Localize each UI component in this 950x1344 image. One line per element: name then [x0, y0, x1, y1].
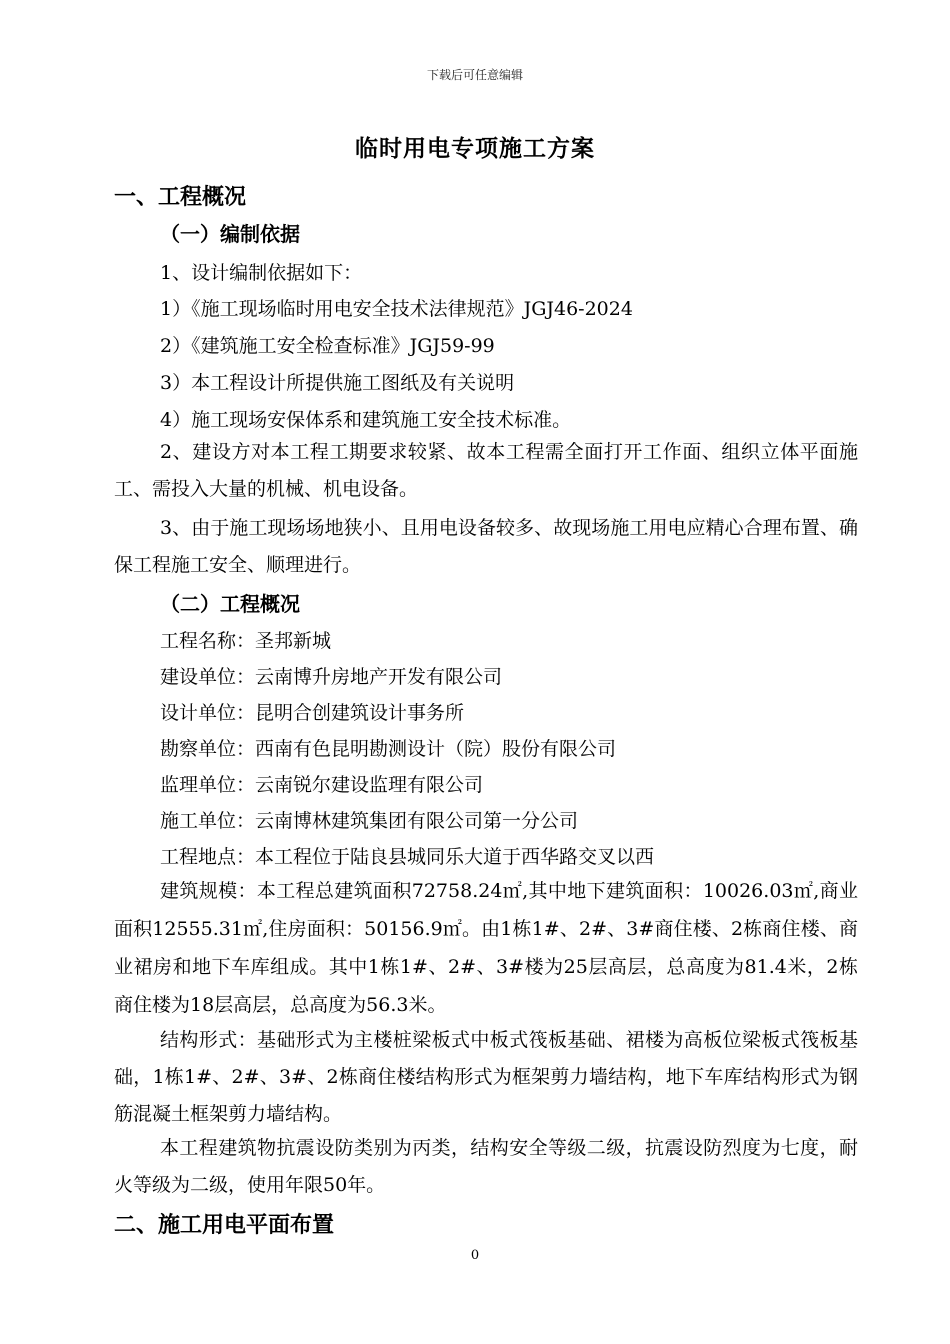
project-field: 勘察单位：西南有色昆明勘测设计（院）股份有限公司 — [160, 738, 617, 760]
project-field: 建设单位：云南博升房地产开发有限公司 — [160, 666, 503, 688]
project-field: 工程地点：本工程位于陆良县城同乐大道于西华路交叉以西 — [160, 846, 655, 868]
project-field: 工程名称：圣邦新城 — [160, 630, 332, 652]
basis-item: 1）《施工现场临时用电安全技术法律规范》JGJ46-2024 — [160, 298, 633, 320]
section-heading-layout: 二、施工用电平面布置 — [114, 1213, 335, 1238]
project-field: 设计单位：昆明合创建筑设计事务所 — [160, 702, 465, 724]
project-field: 监理单位：云南锐尔建设监理有限公司 — [160, 774, 484, 796]
section-heading-overview: 一、工程概况 — [114, 185, 247, 210]
page-number: 0 — [470, 1248, 480, 1263]
basis-item: 2）《建筑施工安全检查标准》JGJ59-99 — [160, 335, 495, 357]
basis-intro: 1、设计编制依据如下： — [160, 262, 363, 284]
paragraph-building-scale: 建筑规模：本工程总建筑面积72758.24㎡,其中地下建筑面积：10026.03㎡,商业面积12555.31㎡,住房面积：50156.9㎡。由1栋1#、2#、3#商住楼、2栋商住楼、商业裙房和地下车库组成。其中1栋1#、2#、3#楼为25层高层，总高度为81.4米，2栋商住楼为18层高层，总高度为56.3米。 — [114, 880, 858, 1016]
paragraph-seismic: 本工程建筑物抗震设防类别为丙类，结构安全等级二级，抗震设防烈度为七度，耐火等级为二级，使用年限50年。 — [114, 1137, 858, 1196]
header-note: 下载后可任意编辑 — [426, 68, 523, 82]
subsection-heading-basis: （一）编制依据 — [160, 222, 300, 246]
paragraph-schedule: 2、建设方对本工程工期要求较紧、故本工程需全面打开工作面、组织立体平面施工、需投入大量的机械、机电设备。 — [114, 441, 858, 500]
paragraph-structure: 结构形式：基础形式为主楼桩梁板式中板式筏板基础、裙楼为高板位梁板式筏板基础，1栋1#、2#、3#、2栋商住楼结构形式为框架剪力墙结构，地下车库结构形式为钢筋混凝土框架剪力墙结构。 — [114, 1029, 858, 1125]
basis-item: 3）本工程设计所提供施工图纸及有关说明 — [160, 372, 515, 394]
basis-item: 4）施工现场安保体系和建筑施工安全技术标准。 — [160, 409, 572, 431]
document-title: 临时用电专项施工方案 — [355, 136, 595, 162]
subsection-heading-project: （二）工程概况 — [160, 592, 300, 616]
paragraph-site-layout: 3、由于施工现场场地狭小、且用电设备较多、故现场施工用电应精心合理布置、确保工程施工安全、顺理进行。 — [114, 517, 858, 576]
project-field: 施工单位：云南博林建筑集团有限公司第一分公司 — [160, 810, 579, 832]
